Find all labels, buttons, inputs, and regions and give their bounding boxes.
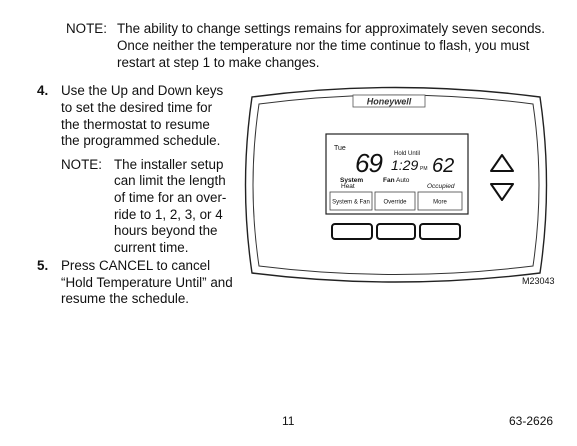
step-4-note-line-2: can limit the length <box>114 173 226 188</box>
page-number: 11 <box>282 414 295 428</box>
top-note-line-3: restart at step 1 to make changes. <box>117 55 320 70</box>
top-note-line-2: Once neither the temperature nor the time continue to flash, you must <box>117 38 530 53</box>
step-4-note-line-4: ride to 1, 2, 3, or 4 <box>114 207 223 222</box>
brand-logo: Honeywell <box>366 96 412 107</box>
step-4-line-3: the thermostat to resume <box>61 117 210 132</box>
step-4-note-label: NOTE: <box>61 157 102 172</box>
lcd-fan-mode: Auto <box>396 177 410 184</box>
softkey-button-3 <box>420 224 460 239</box>
lcd-temperature: 69 <box>355 148 382 178</box>
doc-number: 63-2626 <box>509 414 554 428</box>
step-5-line-3: resume the schedule. <box>61 291 190 306</box>
figure-code: M23043 <box>522 276 555 286</box>
step-4-line-1: Use the Up and Down keys <box>61 83 224 98</box>
softkey-button-2 <box>377 224 415 239</box>
softkey-label-2: Override <box>383 199 407 206</box>
step-4-note-line-5: hours beyond the <box>114 223 218 238</box>
lcd-occupied: Occupied <box>427 183 455 190</box>
lcd-setpoint: 62 <box>432 155 455 177</box>
step-4-line-4: the programmed schedule. <box>61 133 221 148</box>
top-note-line-1: The ability to change settings remains for approximately seven seconds. <box>117 21 545 36</box>
lcd-hold-time: 1:29 <box>391 157 419 173</box>
lcd-pm: PM <box>420 166 428 172</box>
lcd-system-label: System <box>340 177 364 184</box>
lcd-system-mode: Heat <box>341 183 355 190</box>
lcd-day: Tue <box>334 145 346 152</box>
step-4-note-line-3: of time for an over- <box>114 190 227 205</box>
softkey-button-1 <box>332 224 372 239</box>
step-4-number: 4. <box>37 83 49 98</box>
lcd-hold-label: Hold Until <box>394 151 421 157</box>
top-note-label: NOTE: <box>66 21 107 36</box>
step-5-number: 5. <box>37 258 49 273</box>
step-4-note-line-1: The installer setup <box>114 157 224 172</box>
step-5-line-1: Press CANCEL to cancel <box>61 258 211 273</box>
softkey-label-3: More <box>433 199 447 206</box>
softkey-label-1: System & Fan <box>332 199 370 206</box>
step-4-note-line-6: current time. <box>114 240 189 255</box>
step-5-line-2: “Hold Temperature Until” and <box>61 275 233 290</box>
lcd-fan-label: Fan <box>383 177 395 184</box>
step-4-line-2: to set the desired time for <box>61 100 213 115</box>
